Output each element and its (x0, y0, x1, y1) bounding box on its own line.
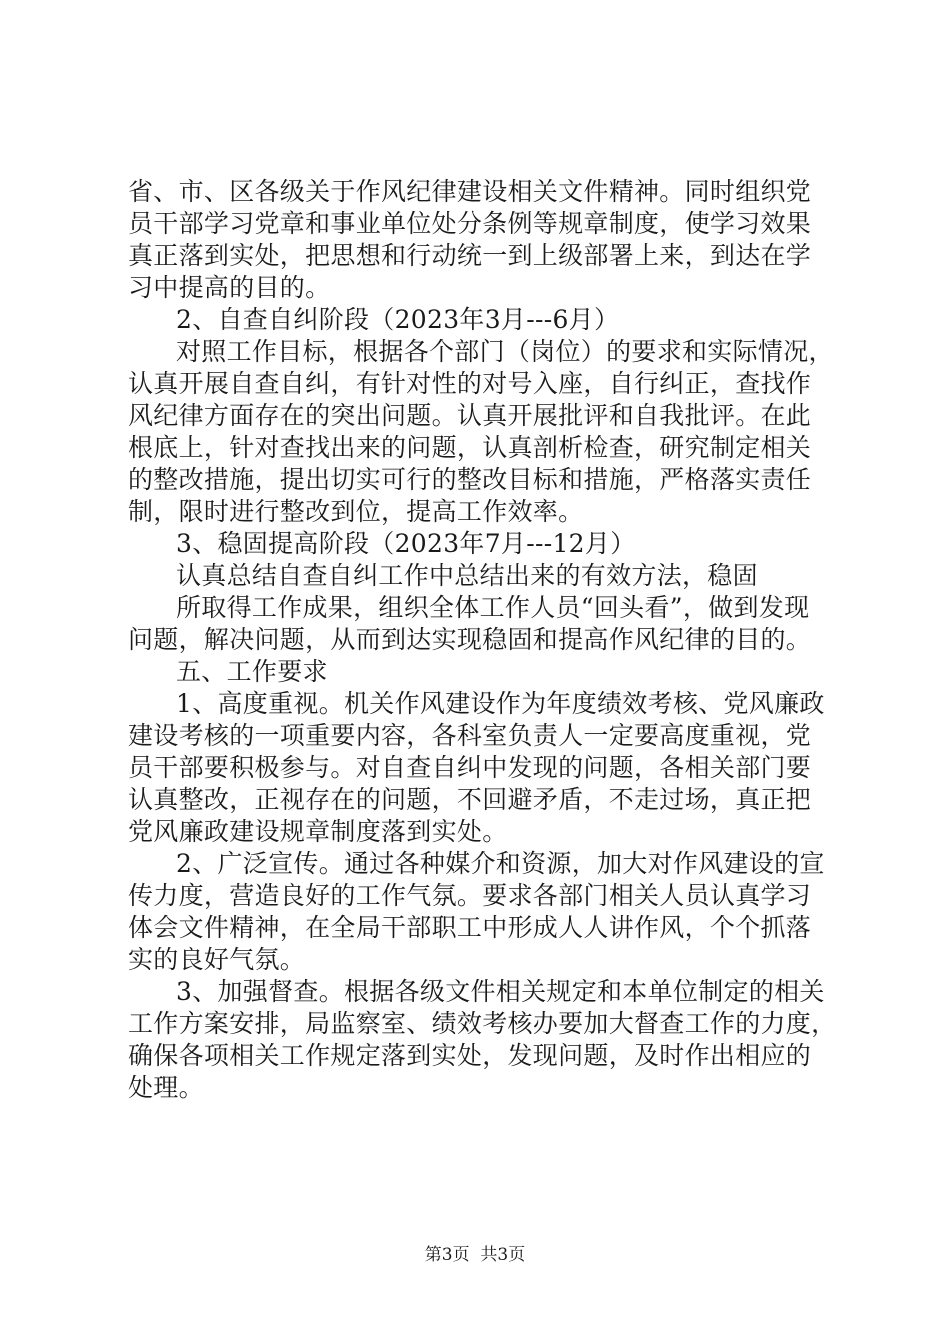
text-line: 认真开展自查自纠，有针对性的对号入座，自行纠正，查找作 (128, 369, 812, 398)
text-line: 问题，解决问题，从而到达实现稳固和提高作风纪律的目的。 (128, 625, 812, 654)
text-line: 员干部学习党章和事业单位处分条例等规章制度，使学习效果 (128, 209, 812, 238)
page-number: 第3页 共3页 (424, 1245, 526, 1265)
text-line: 处理。 (128, 1073, 204, 1102)
text-line: 所取得工作成果，组织全体工作人员“回头看”，做到发现 (176, 593, 810, 622)
text-line: 认真整改，正视存在的问题，不回避矛盾，不走过场，真正把 (128, 785, 812, 814)
text-line: 省、市、区各级关于作风纪律建设相关文件精神。同时组织党 (128, 177, 812, 206)
text-line: 2、广泛宣传。通过各种媒介和资源，加大对作风建设的宣 (176, 849, 825, 878)
text-line: 传力度，营造良好的工作气氛。要求各部门相关人员认真学习 (128, 881, 812, 910)
text-line: 确保各项相关工作规定落到实处，发现问题，及时作出相应的 (128, 1041, 812, 1070)
text-line: 根底上，针对查找出来的问题，认真剖析检查，研究制定相关 (128, 433, 812, 462)
text-line: 制，限时进行整改到位，提高工作效率。 (128, 497, 584, 526)
text-line: 风纪律方面存在的突出问题。认真开展批评和自我批评。在此 (128, 401, 812, 430)
text-line: 3、加强督查。根据各级文件相关规定和本单位制定的相关 (176, 977, 825, 1006)
text-line: 体会文件精神，在全局干部职工中形成人人讲作风，个个抓落 (128, 913, 812, 942)
page-footer (0, 1244, 950, 1266)
text-line: 建设考核的一项重要内容，各科室负责人一定要高度重视，党 (128, 721, 812, 750)
text-line: 习中提高的目的。 (128, 273, 331, 302)
text-line: 的整改措施，提出切实可行的整改目标和措施，严格落实责任 (128, 465, 812, 494)
text-line: 党风廉政建设规章制度落到实处。 (128, 817, 508, 846)
text-line: 员干部要积极参与。对自查自纠中发现的问题，各相关部门要 (128, 753, 812, 782)
section-heading: 3、稳固提高阶段（2023年7月---12月） (176, 529, 636, 558)
text-line: 1、高度重视。机关作风建设作为年度绩效考核、党风廉政 (176, 689, 825, 718)
section-heading: 2、自查自纠阶段（2023年3月---6月） (176, 305, 620, 334)
text-line: 对照工作目标，根据各个部门（岗位）的要求和实际情况， (176, 337, 834, 366)
text-line: 真正落到实处，把思想和行动统一到上级部署上来，到达在学 (128, 241, 812, 270)
text-line: 实的良好气氛。 (128, 945, 306, 974)
section-heading: 五、工作要求 (176, 657, 328, 686)
text-line: 工作方案安排，局监察室、绩效考核办要加大督查工作的力度， (128, 1009, 837, 1038)
text-line: 认真总结自查自纠工作中总结出来的有效方法，稳固 (176, 561, 758, 590)
